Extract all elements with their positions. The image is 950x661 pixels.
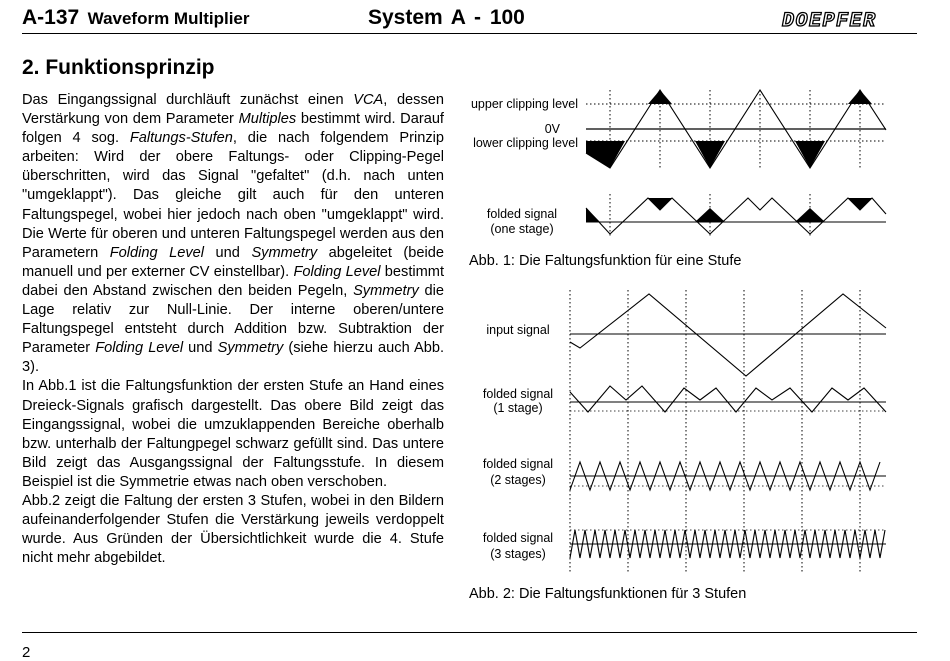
fig1-folded-fill [648, 198, 672, 210]
svg-text:DOEPFER: DOEPFER [782, 10, 877, 30]
fig2-input-triangle [570, 294, 886, 376]
body-paragraph [22, 91, 444, 377]
page-number: 2 [22, 644, 31, 661]
fig1-clipped-trough [795, 141, 825, 168]
body-run: , dessen Verstärkung von dem Parameter [22, 92, 444, 128]
module-number: A-137 [22, 6, 80, 29]
body-text [22, 91, 444, 568]
parameter-name: Folding Level [95, 340, 184, 357]
fig1-clipped-peak [848, 90, 872, 104]
fig2-stage3-signal [570, 530, 885, 558]
figure2-caption: Abb. 2: Die Faltungsfunktionen für 3 Stufen [469, 586, 747, 602]
module-name: Waveform Multiplier [87, 9, 250, 28]
body-run: In Abb.1 ist die Faltungsfunktion der ersten Stufe an Hand eines Dreieck-Signals grafisch dargestellt. Das obere Bild zeigt das Eingangssignal, wobei die umzuklappenden Bereiche oberhalb bzw. unterhalb der Faltungpegel schwarz gefüllt sind. Das untere Bild zeigt das Ausgangssignal der Faltungsstufe. In diesem Beispiel ist die Symmetrie etwas nach oben verschoben. [22, 378, 444, 490]
parameter-name: Symmetry [217, 340, 284, 357]
folded-signal-sub-label: (one stage) [490, 222, 554, 236]
fig2-row-sub-label: (2 stages) [490, 473, 546, 487]
footer-rule [22, 632, 917, 633]
header-module-title [22, 6, 250, 30]
folded-signal-label: folded signal [486, 207, 558, 221]
body-run: die Lage relativ zur Null-Linie. Der interne oberen/untere Faltungspegel entsteht durch Addition bzw. Subtraktion der Parameter [22, 282, 445, 357]
folding-diagrams [460, 86, 900, 606]
body-run: bestimmt wird. Darauf folgen 4 sog. [22, 111, 444, 147]
fig2-row-sub-label: (1 stage) [493, 401, 543, 415]
parameter-name: Folding Level [293, 263, 381, 280]
body-run: Abb.2 zeigt die Faltung der ersten 3 Stufen, wobei in den Bildern aufeinanderfolgender Stufen die Verstärkung jeweils verdoppelt wurde. Aus Gründen der Übersichtlichkeit wurde die 4. Stufe nicht mehr abgebildet. [22, 492, 444, 567]
fig1-clipped-trough [695, 141, 725, 168]
body-paragraph [22, 377, 444, 492]
body-run: abgeleitet (beide manuell und per externer CV einstellbar). [22, 244, 444, 280]
upper-clipping-label: upper clipping level [470, 97, 578, 111]
fig1-folded-signal [586, 198, 886, 234]
parameter-name: Folding Level [109, 244, 205, 261]
body-run: Das Eingangssignal durchläuft zunächst einen [22, 92, 354, 108]
body-run: und [183, 340, 218, 357]
body-run: und [204, 244, 252, 261]
parameter-name: Faltungs-Stufen [129, 130, 233, 147]
lower-clipping-label: lower clipping level [473, 136, 578, 150]
figure1-caption: Abb. 1: Die Faltungsfunktion für eine Stufe [469, 253, 742, 269]
fig2-row-label: input signal [486, 323, 550, 337]
parameter-name: Symmetry [251, 244, 318, 261]
parameter-name: VCA [353, 92, 384, 108]
fig1-folded-fill [848, 198, 872, 210]
fig2-row-sub-label: (3 stages) [490, 547, 546, 561]
body-run: , die nach folgendem Prinzip arbeiten: Wird der obere Faltungs- oder Clipping-Pegel überschritten, wird das Signal "gefaltet" (d.h. nach unten "umgeklappt"). Das gleiche gilt auch für den unteren Faltungspegel, wobei hier jedoch nach oben "umgeklappt" wird. Die Werte für oberen und unteren Faltungspegel werden aus den Parametern [22, 130, 444, 261]
body-run: bestimmt dabei den Abstand zwischen den beiden Pegeln, [22, 263, 445, 299]
fig2-row-label: folded signal [482, 457, 554, 471]
fig1-folded-fill [795, 208, 825, 222]
fig2-row-label: folded signal [482, 531, 554, 545]
fig2-row-label: folded signal [482, 387, 554, 401]
body-paragraph [22, 492, 444, 568]
section-heading: 2. Funktionsprinzip [22, 56, 215, 79]
fig1-clipped-peak [648, 90, 672, 104]
fig2-stage1-signal [570, 386, 886, 412]
parameter-name: Symmetry [353, 282, 419, 299]
parameter-name: Multiples [238, 111, 297, 128]
system-name: System A - 100 [368, 6, 525, 29]
header-rule [22, 33, 917, 34]
fig1-folded-fill [695, 208, 725, 222]
doepfer-logo [780, 6, 888, 30]
body-run: (siehe hierzu auch Abb. 3). [22, 340, 444, 376]
zero-volt-label: 0V [544, 122, 560, 136]
